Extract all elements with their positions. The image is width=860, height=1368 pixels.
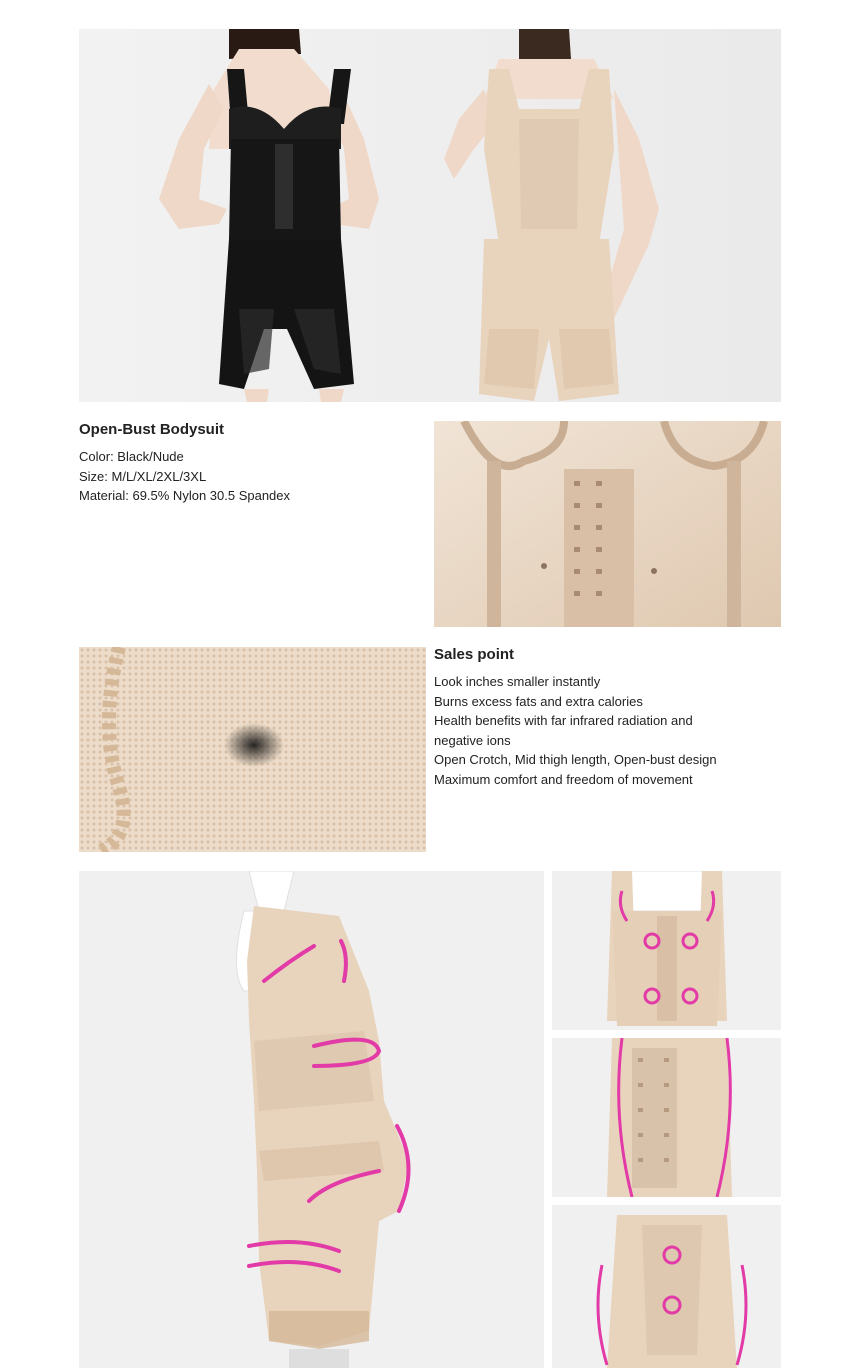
mannequin-front-image	[552, 871, 781, 1030]
spec-size: Size: M/L/XL/2XL/3XL	[79, 468, 207, 484]
sales-point: Health benefits with far infrared radiation and	[434, 713, 693, 728]
abdomen-detail-illustration	[552, 1205, 781, 1368]
product-info	[79, 421, 419, 506]
sales-title: Sales point	[434, 646, 515, 663]
hook-closeup-image	[434, 421, 781, 627]
mannequin-side-image	[79, 871, 544, 1368]
sales-point: Maximum comfort and freedom of movement	[434, 771, 693, 787]
front-closure-image	[552, 1038, 781, 1197]
sales-points	[434, 646, 781, 789]
sales-point: Open Crotch, Mid thigh length, Open-bust design	[434, 752, 717, 767]
sales-point: negative ions	[434, 732, 511, 748]
hero-illustration	[79, 29, 781, 402]
mannequin-side-illustration	[79, 871, 544, 1368]
sales-point: Burns excess fats and extra calories	[434, 693, 643, 709]
hero-model-image	[79, 29, 781, 402]
mesh-fabric-illustration	[79, 647, 426, 852]
spec-color: Color: Black/Nude	[79, 449, 184, 464]
product-title: Open-Bust Bodysuit	[79, 421, 224, 438]
sales-point: Look inches smaller instantly	[434, 674, 601, 689]
spec-material: Material: 69.5% Nylon 30.5 Spandex	[79, 488, 291, 503]
mannequin-front-illustration	[552, 871, 781, 1030]
mesh-fabric-image	[79, 647, 426, 852]
abdomen-detail-image	[552, 1205, 781, 1368]
front-closure-illustration	[552, 1038, 781, 1197]
hook-closeup-illustration	[434, 421, 781, 627]
